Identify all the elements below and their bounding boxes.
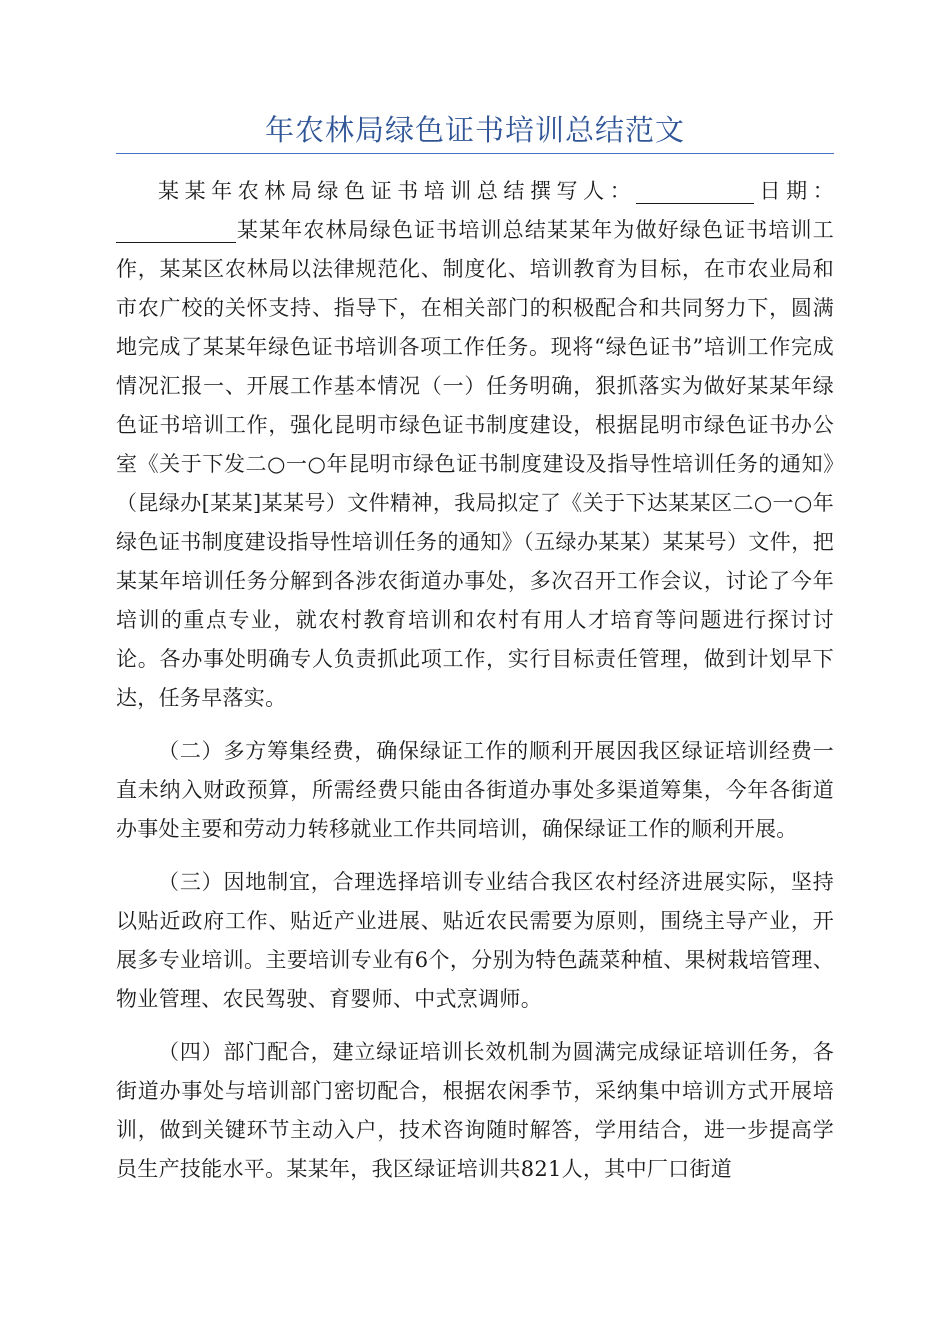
title-underline bbox=[116, 153, 834, 154]
paragraph-4: （四）部门配合，建立绿证培训长效机制为圆满完成绿证培训任务，各街道办事处与培训部门密切配合，根据农闲季节，采纳集中培训方式开展培训，做到关键环节主动入户，技术咨询随时解答，学用结合，进一步提高学员生产技能水平。某某年，我区绿证培训共821人，其中厂口街道 bbox=[116, 1040, 834, 1181]
date-label: 日期： bbox=[754, 179, 834, 203]
intro-lead: 某某年农林局绿色证书培训总结撰写人： bbox=[158, 179, 637, 203]
document-title: 年农林局绿色证书培训总结范文 bbox=[264, 113, 685, 147]
intro-paragraph bbox=[116, 172, 834, 718]
paragraph-2: （二）多方筹集经费，确保绿证工作的顺利开展因我区绿证培训经费一直未纳入财政预算，所需经费只能由各街道办事处多渠道筹集，今年各街道办事处主要和劳动力转移就业工作共同培训，确保绿证工作的顺利开展。 bbox=[116, 739, 834, 841]
paragraph-3: （三）因地制宜，合理选择培训专业结合我区农村经济进展实际，坚持以贴近政府工作、贴近产业进展、贴近农民需要为原则，围绕主导产业，开展多专业培训。主要培训专业有6个，分别为特色蔬菜种植、果树栽培管理、物业管理、农民驾驶、育婴师、中式烹调师。 bbox=[116, 870, 834, 1011]
author-blank bbox=[636, 179, 754, 204]
date-blank bbox=[116, 218, 236, 243]
document-body bbox=[116, 172, 834, 1203]
intro-text: 某某年农林局绿色证书培训总结某某年为做好绿色证书培训工作，某某区农林局以法律规范化、制度化、培训教育为目标，在市农业局和市农广校的关怀支持、指导下，在相关部门的积极配合和共同努力下，圆满地完成了某某年绿色证书培训各项工作任务。现将“绿色证书”培训工作完成情况汇报一、开展工作基本情况（一）任务明确，狠抓落实为做好某某年绿色证书培训工作，强化昆明市绿色证书制度建设，根据昆明市绿色证书办公室《关于下发二○一○年昆明市绿色证书制度建设及指导性培训任务的通知》（昆绿办[某某]某某号）文件精神，我局拟定了《关于下达某某区二○一○年绿色证书制度建设指导性培训任务的通知》（五绿办某某）某某号）文件，把某某年培训任务分解到各涉农街道办事处，多次召开工作会议，讨论了今年培训的重点专业，就农村教育培训和农村有用人才培育等问题进行探讨讨论。各办事处明确专人负责抓此项工作，实行目标责任管理，做到计划早下达，任务早落实。 bbox=[116, 218, 834, 710]
